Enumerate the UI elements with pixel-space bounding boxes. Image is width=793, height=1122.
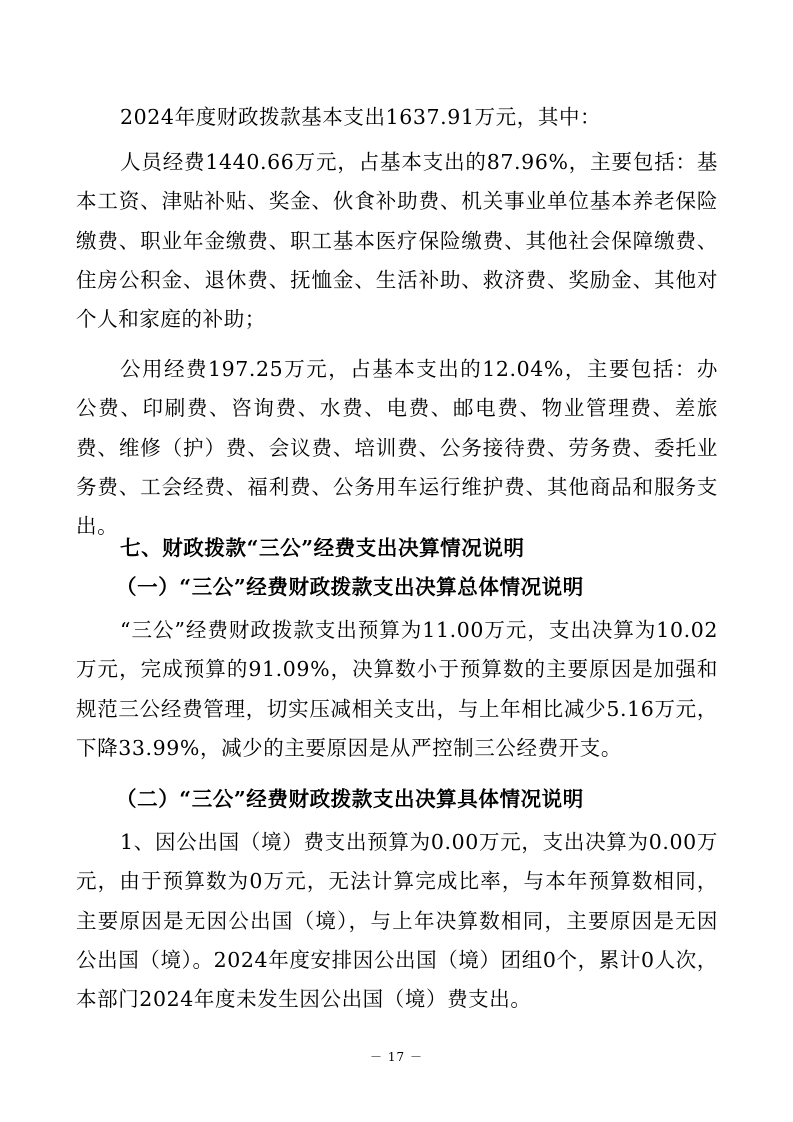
paragraph-personnel-costs: 人员经费1440.66万元，占基本支出的87.96%，主要包括：基本工资、津贴补贴、奖金、伙食补助费、机关事业单位基本养老保险缴费、职业年金缴费、职工基本医疗保险缴费、其他社会保障缴费、住房公积金、退休费、抚恤金、生活补助、救济费、奖励金、其他对个人和家庭的补助； bbox=[76, 150, 718, 332]
paragraph-overall-description: “三公”经费财政拨款支出预算为11.00万元，支出决算为10.02万元，完成预算的91.09%，决算数小于预算数的主要原因是加强和规范三公经费管理，切实压减相关支出，与上年相比减少5.16万元，下降33.99%，减少的主要原因是从严控制三公经费开支。 bbox=[76, 618, 718, 760]
paragraph-basic-expenditure: 2024年度财政拨款基本支出1637.91万元，其中： bbox=[120, 105, 602, 129]
page-number: － 17 － bbox=[370, 1050, 423, 1064]
subsection-heading-two: （二）“三公”经费财政拨款支出决算具体情况说明 bbox=[116, 787, 584, 811]
subsection-heading-one: （一）“三公”经费财政拨款支出决算总体情况说明 bbox=[116, 575, 584, 599]
paragraph-overseas-travel: 1、因公出国（境）费支出预算为0.00万元，支出决算为0.00万元，由于预算数为0万元，无法计算完成比率，与本年预算数相同，主要原因是无因公出国（境），与上年决算数相同，主要原因是无因公出国（境）。2024年度安排因公出国（境）团组0个，累计0人次，本部门2024年度未发生因公出国（境）费支出。 bbox=[76, 830, 718, 1012]
section-heading-seven: 七、财政拨款“三公”经费支出决算情况说明 bbox=[120, 536, 525, 560]
paragraph-public-costs: 公用经费197.25万元，占基本支出的12.04%，主要包括：办公费、印刷费、咨询费、水费、电费、邮电费、物业管理费、差旅费、维修（护）费、会议费、培训费、公务接待费、劳务费、委托业务费、工会经费、福利费、公务用车运行维护费、其他商品和服务支出。 bbox=[76, 357, 718, 539]
